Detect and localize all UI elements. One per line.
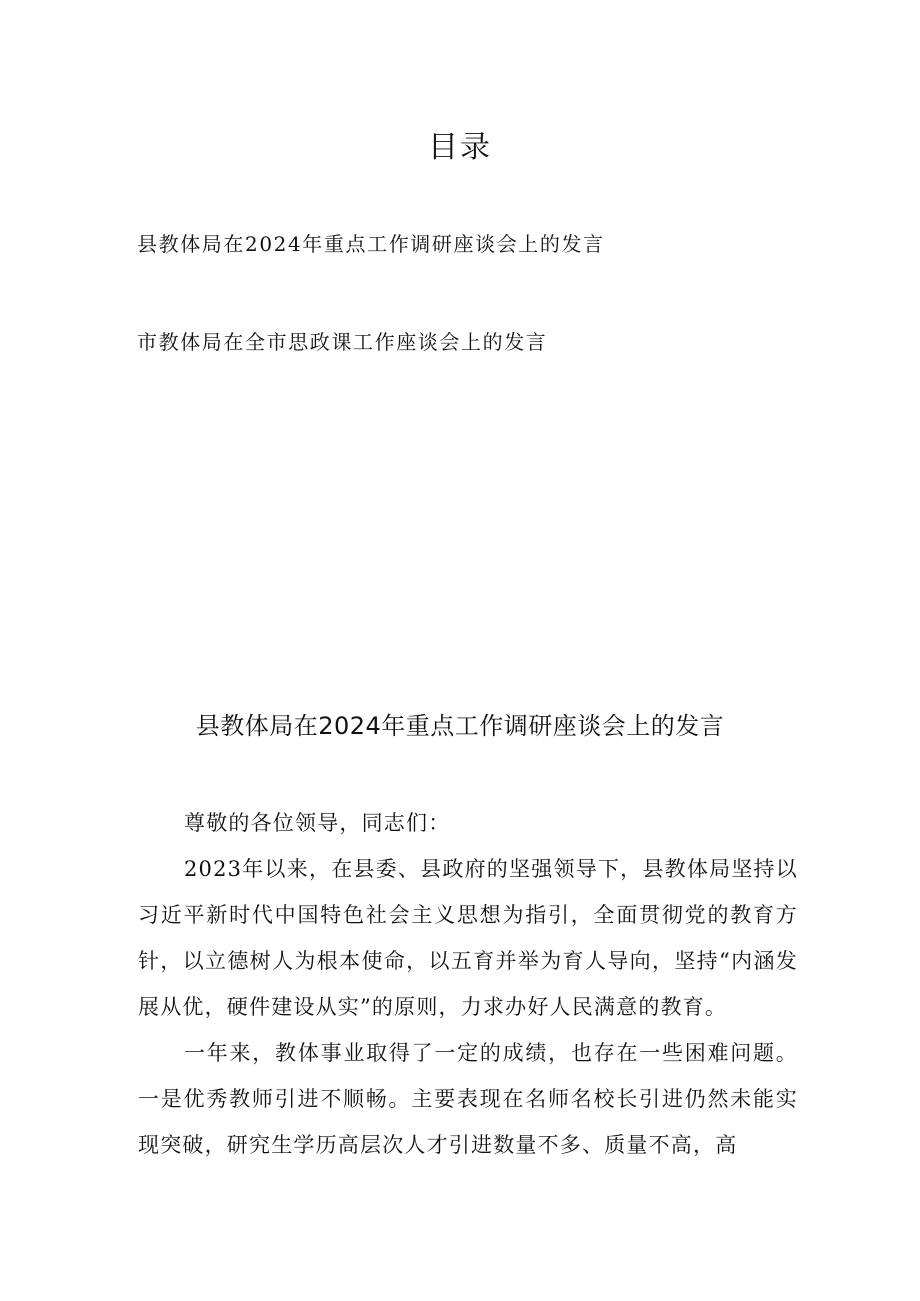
document-title: 县教体局在2024年重点工作调研座谈会上的发言: [195, 712, 725, 740]
salutation-paragraph: 尊敬的各位领导，同志们：: [184, 811, 451, 835]
body-paragraph-2: 一年来，教体事业取得了一定的成绩，也存在一些困难问题。一是优秀教师引进不顺畅。主要表现在名师名校长引进仍然未能实现突破，研究生学历高层次人才引进数量不多、质量不高，高: [138, 1041, 798, 1157]
toc-title: 目录: [428, 130, 492, 165]
toc-item-2[interactable]: 市教体局在全市思政课工作座谈会上的发言: [137, 330, 548, 354]
toc-item-1[interactable]: 县教体局在2024年重点工作调研座谈会上的发言: [137, 232, 605, 256]
document-body: [138, 800, 798, 1168]
body-paragraph-1: 2023年以来，在县委、县政府的坚强领导下，县教体局坚持以习近平新时代中国特色社会主义思想为指引，全面贯彻党的教育方针，以立德树人为根本使命，以五育并举为育人导向，坚持“内涵发展从优，硬件建设从实”的原则，力求办好人民满意的教育。: [138, 857, 798, 1019]
